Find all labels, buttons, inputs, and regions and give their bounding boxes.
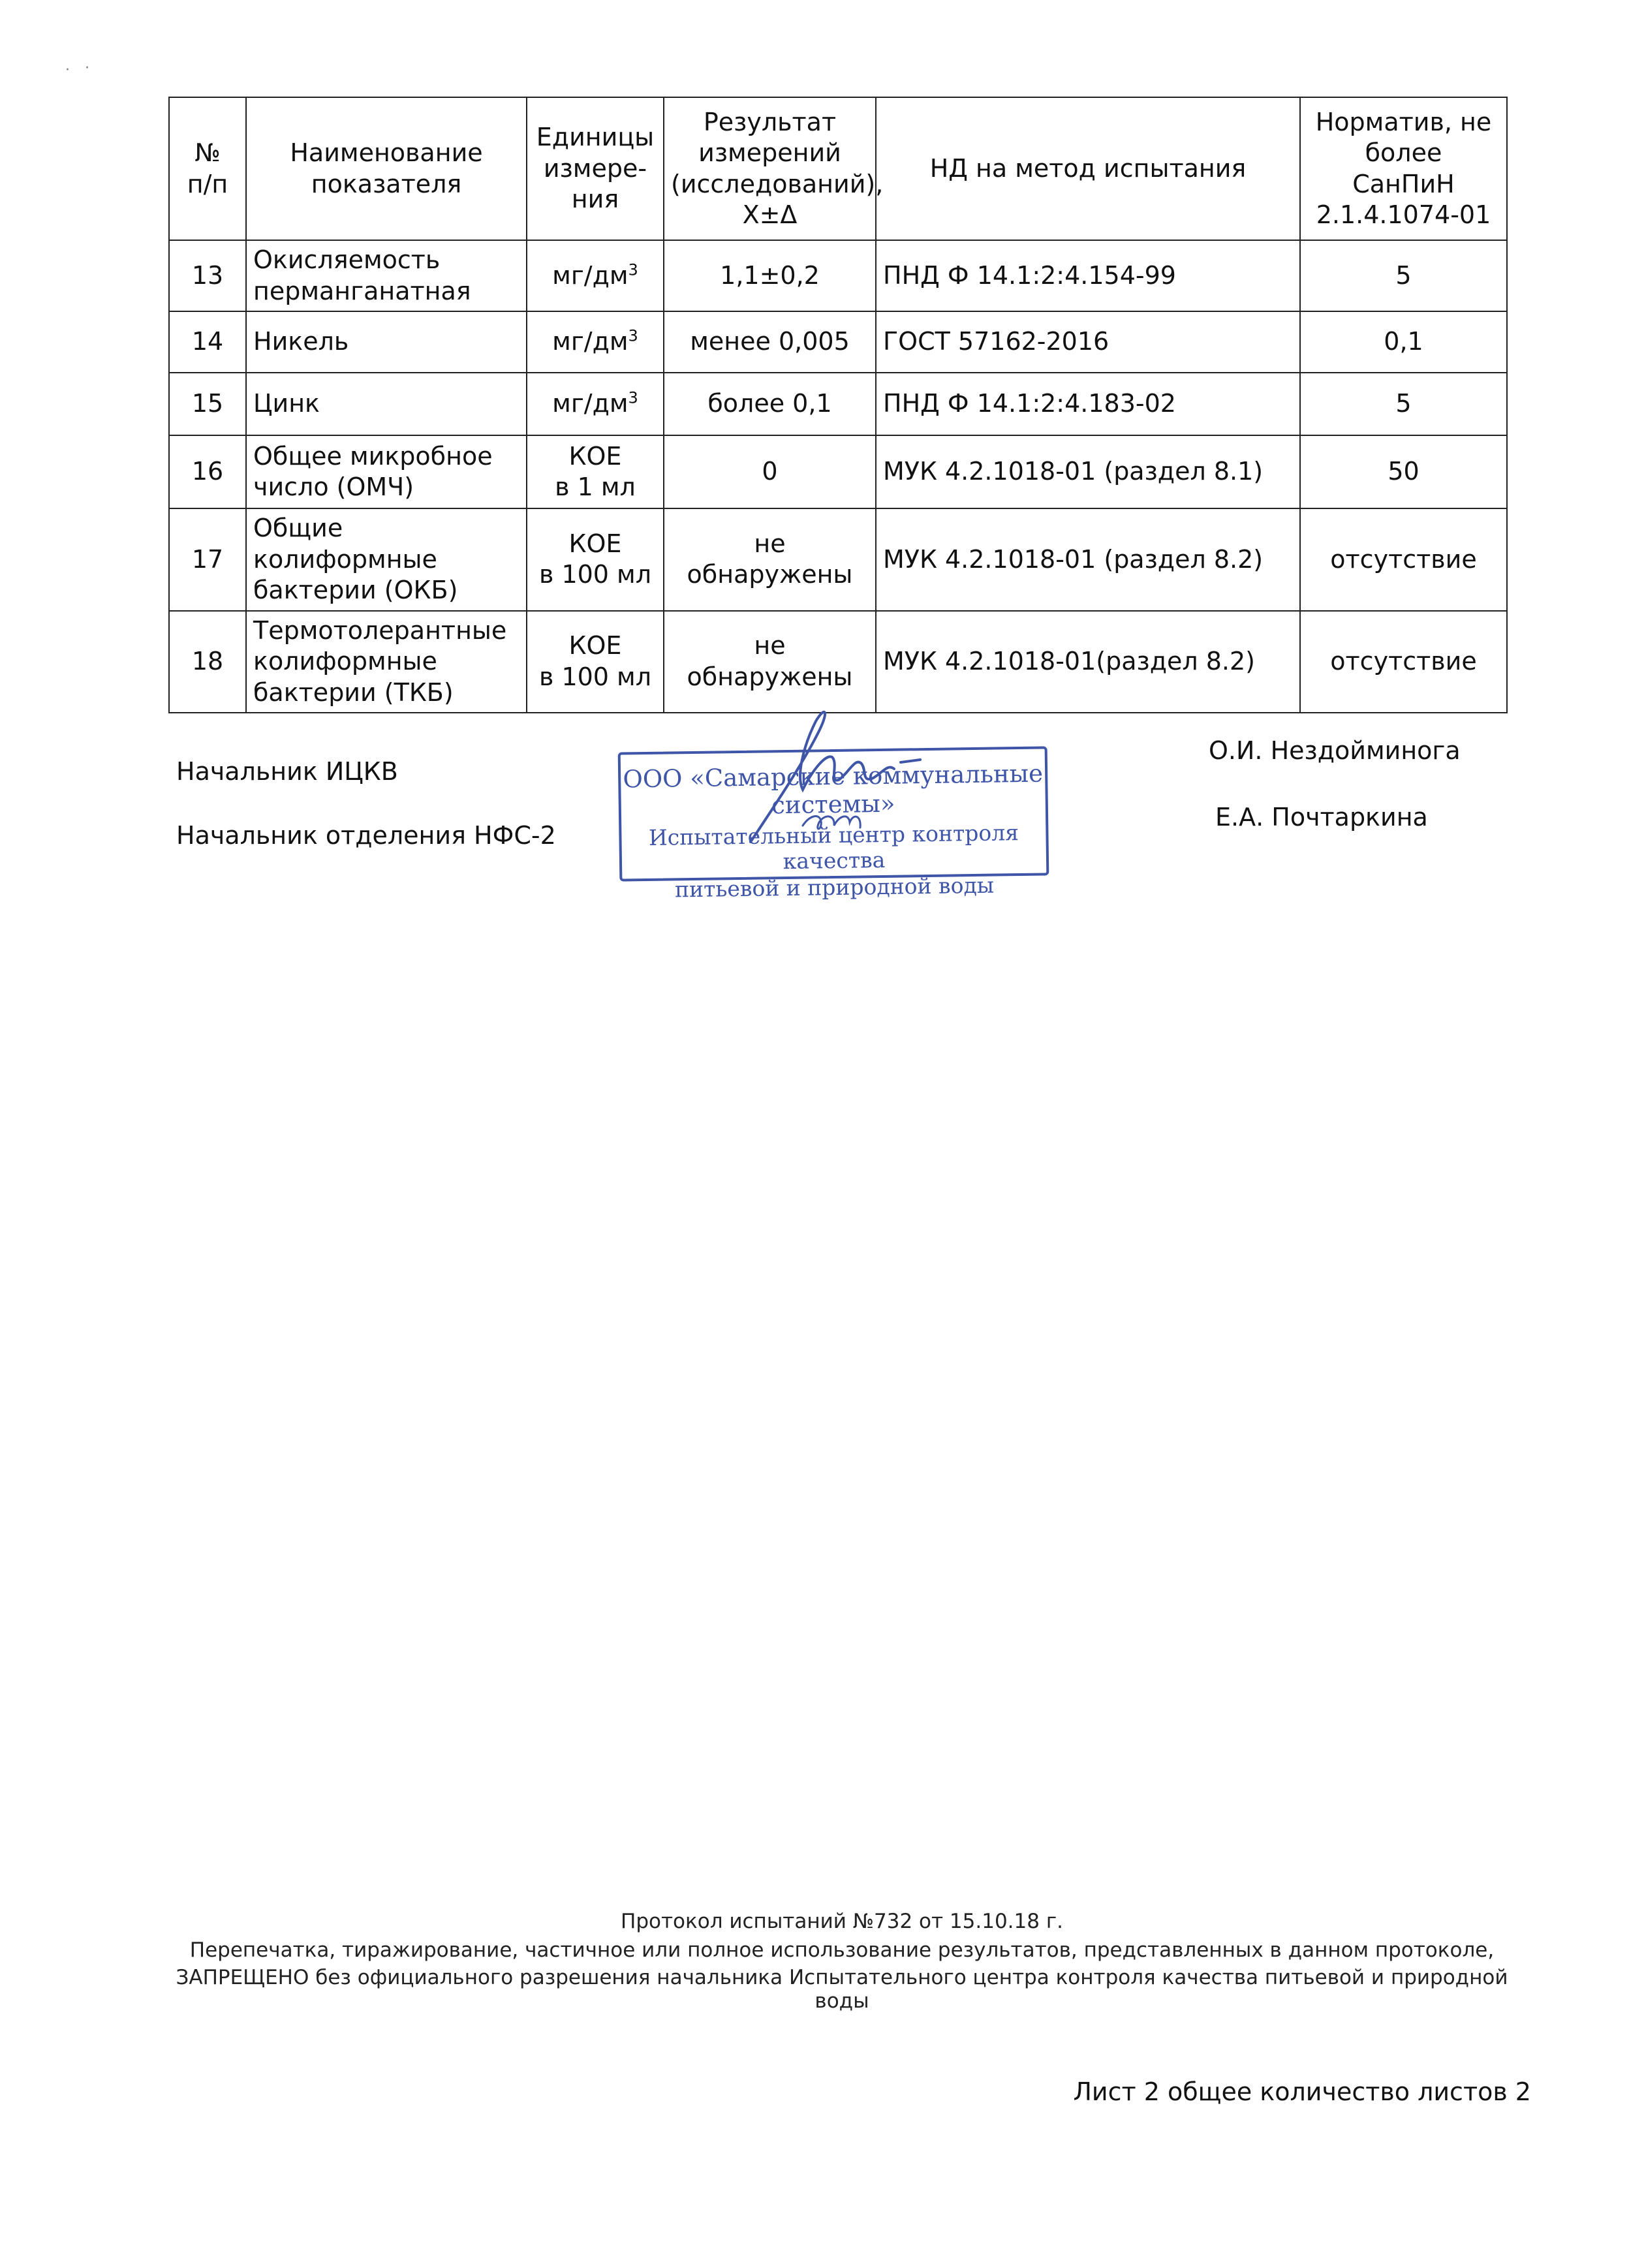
- row-units: [527, 508, 664, 611]
- row-method: ГОСТ 57162-2016: [876, 311, 1300, 373]
- row-number: 18: [169, 611, 246, 713]
- results-table: [168, 97, 1508, 713]
- table-header-row: [169, 97, 1507, 240]
- copyright-notice-line-2: ЗАПРЕЩЕНО без официального разрешения начальника Испытательного центра контроля качества питьевой и природной воды: [176, 1966, 1508, 2013]
- protocol-line: Протокол испытаний №732 от 15.10.18 г.: [621, 1910, 1063, 1933]
- unit-text: мг/дм: [552, 389, 628, 418]
- row-units: [527, 311, 664, 373]
- row-indicator-name: Общие колиформные бактерии (ОКБ): [246, 508, 527, 611]
- row-result: 1,1±0,2: [664, 240, 876, 311]
- unit-text: КОЕ в 1 мл: [555, 441, 636, 501]
- row-result: более 0,1: [664, 373, 876, 435]
- row-result: не обнаружены: [664, 611, 876, 713]
- row-result: менее 0,005: [664, 311, 876, 373]
- header-indicator-name: Наименование показателя: [246, 97, 527, 240]
- table-row: [169, 435, 1507, 508]
- signatory-title-2: Начальник отделения НФС-2: [176, 821, 556, 850]
- handwritten-signature: [705, 692, 953, 855]
- row-method: МУК 4.2.1018-01 (раздел 8.1): [876, 435, 1300, 508]
- table-row: [169, 311, 1507, 373]
- stamp-line-1: ООО «Самарские коммунальные системы»: [623, 759, 1044, 820]
- row-method: ПНД Ф 14.1:2:4.183-02: [876, 373, 1300, 435]
- unit-superscript: 3: [628, 326, 638, 345]
- row-number: 14: [169, 311, 246, 373]
- row-method: МУК 4.2.1018-01(раздел 8.2): [876, 611, 1300, 713]
- unit-superscript: 3: [628, 388, 638, 407]
- scan-speck: ·: [85, 60, 89, 76]
- row-norm: 50: [1300, 435, 1507, 508]
- row-norm: 0,1: [1300, 311, 1507, 373]
- row-result: не обнаружены: [664, 508, 876, 611]
- signatory-name-2: Е.А. Почтаркина: [1215, 803, 1428, 831]
- table-row: [169, 508, 1507, 611]
- row-units: [527, 373, 664, 435]
- row-indicator-name: Окисляемость перманганатная: [246, 240, 527, 311]
- signatory-name-1: О.И. Нездойминога: [1209, 736, 1461, 765]
- row-indicator-name: Общее микробное число (ОМЧ): [246, 435, 527, 508]
- row-units: [527, 435, 664, 508]
- header-units: Единицы измере- ния: [527, 97, 664, 240]
- row-units: [527, 240, 664, 311]
- row-number: 13: [169, 240, 246, 311]
- row-number: 16: [169, 435, 246, 508]
- scan-speck: ·: [65, 62, 70, 78]
- unit-text: КОЕ в 100 мл: [538, 631, 652, 691]
- row-result: 0: [664, 435, 876, 508]
- header-method: НД на метод испытания: [876, 97, 1300, 240]
- unit-superscript: 3: [628, 260, 638, 279]
- row-number: 17: [169, 508, 246, 611]
- sheet-count: Лист 2 общее количество листов 2: [1073, 2077, 1531, 2106]
- row-method: ПНД Ф 14.1:2:4.154-99: [876, 240, 1300, 311]
- row-indicator-name: Цинк: [246, 373, 527, 435]
- row-norm: 5: [1300, 373, 1507, 435]
- stamp-line-2: Испытательный центр контроля качества: [648, 820, 1019, 875]
- table-row: [169, 373, 1507, 435]
- header-norm: Норматив, не более СанПиН 2.1.4.1074-01: [1300, 97, 1507, 240]
- unit-text: мг/дм: [552, 260, 628, 290]
- row-indicator-name: Никель: [246, 311, 527, 373]
- table-row: [169, 240, 1507, 311]
- row-units: [527, 611, 664, 713]
- row-norm: отсутствие: [1300, 611, 1507, 713]
- signatory-title-1: Начальник ИЦКВ: [176, 757, 398, 786]
- row-norm: отсутствие: [1300, 508, 1507, 611]
- unit-text: КОЕ в 100 мл: [538, 529, 652, 589]
- row-number: 15: [169, 373, 246, 435]
- copyright-notice-line-1: Перепечатка, тиражирование, частичное или полное использование результатов, представленных в данном протоколе,: [189, 1938, 1495, 1962]
- row-indicator-name: Термотолерантные колиформные бактерии (ТКБ): [246, 611, 527, 713]
- unit-text: мг/дм: [552, 327, 628, 356]
- header-result: Результат измерений (исследований), X±Δ: [664, 97, 876, 240]
- row-method: МУК 4.2.1018-01 (раздел 8.2): [876, 508, 1300, 611]
- row-norm: 5: [1300, 240, 1507, 311]
- header-number: № п/п: [169, 97, 246, 240]
- stamp-line-3: питьевой и природной воды: [674, 872, 995, 903]
